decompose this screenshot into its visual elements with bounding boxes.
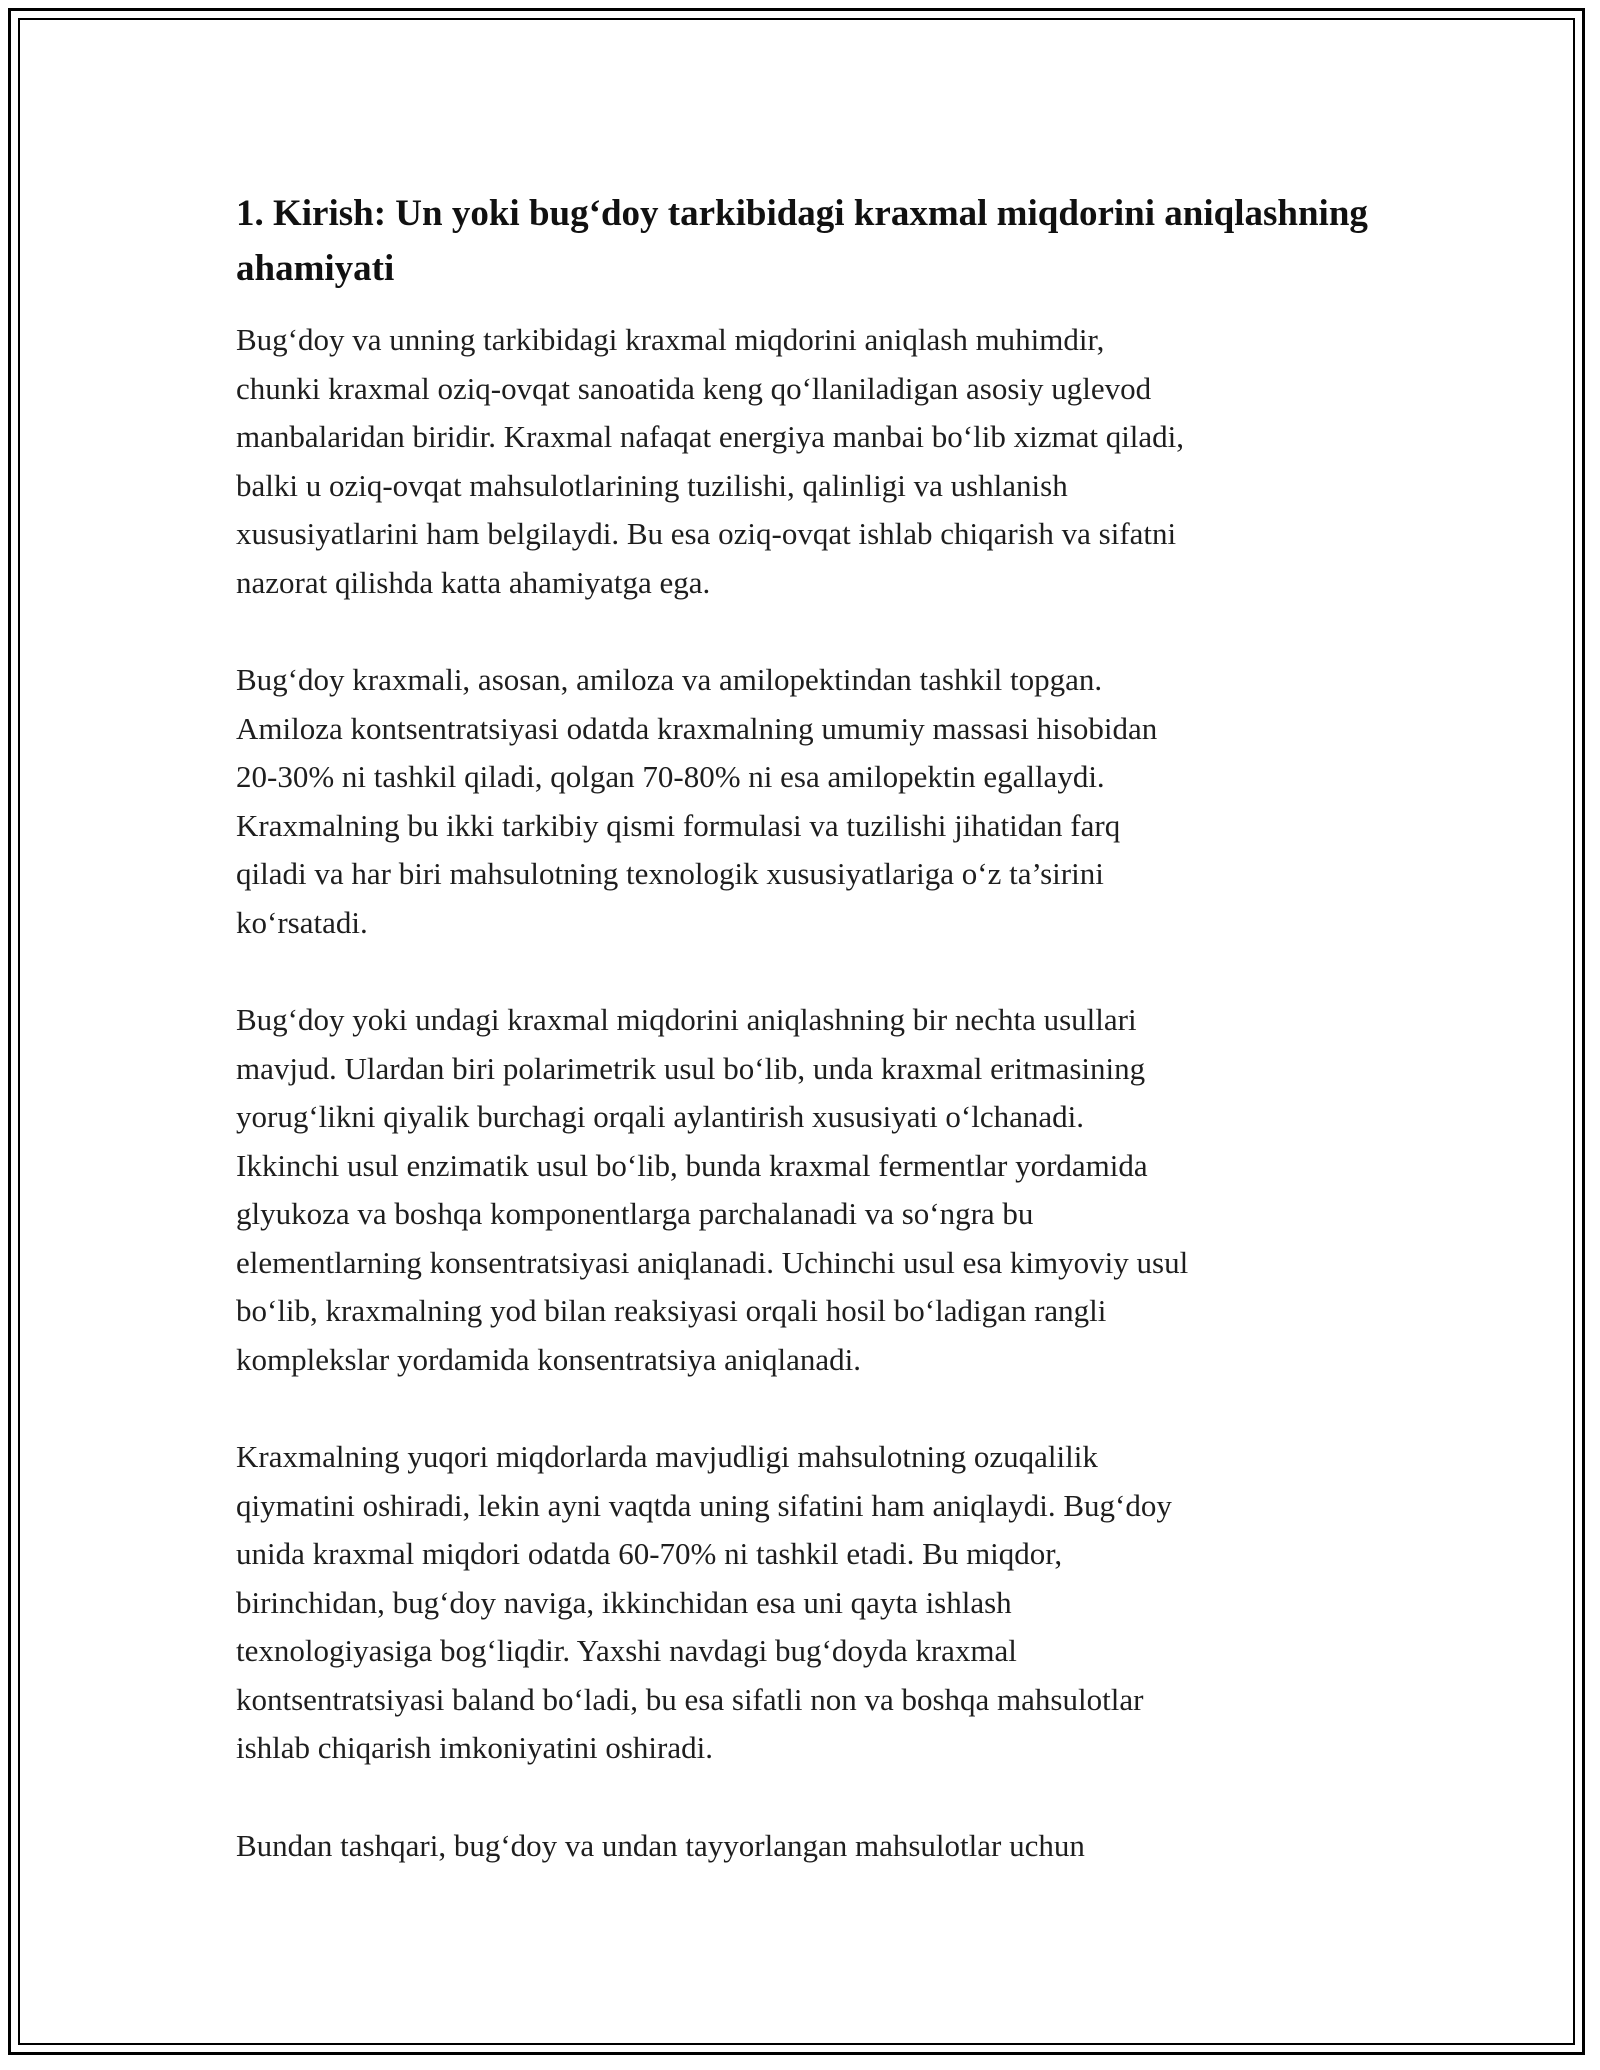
text-line: Kraxmalning bu ikki tarkibiy qismi formulasi va tuzilishi jihatidan farq — [236, 807, 1121, 843]
text-line: chunki kraxmal oziq-ovqat sanoatida keng qo‘llaniladigan asosiy uglevod — [236, 370, 1152, 406]
text-line: Bug‘doy va unning tarkibidagi kraxmal miqdorini aniqlash muhimdir, — [236, 322, 1105, 357]
text-line: ishlab chiqarish imkoniyatini oshiradi. — [236, 1730, 713, 1765]
text-line: manbalaridan biridir. Kraxmal nafaqat energiya manbai bo‘lib xizmat qiladi, — [236, 419, 1185, 454]
text-line: unida kraxmal miqdori odatda 60-70% ni tashkil etadi. Bu miqdor, — [236, 1536, 1063, 1571]
text-line: bo‘lib, kraxmalning yod bilan reaksiyasi orqali hosil bo‘ladigan rangli — [236, 1293, 1107, 1328]
text-line: glyukoza va boshqa komponentlarga parchalanadi va so‘ngra bu — [236, 1196, 1034, 1231]
text-line: texnologiyasiga bog‘liqdir. Yaxshi navdagi bug‘doyda kraxmal — [236, 1633, 1017, 1668]
text-line: qiymatini oshiradi, lekin ayni vaqtda uning sifatini ham aniqlaydi. Bug‘doy — [236, 1487, 1172, 1523]
paragraph-5 — [236, 1822, 1396, 1871]
heading-line: 1. Kirish: Un yoki bug‘doy tarkibidagi kraxmal miqdorini — [236, 193, 1156, 234]
text-line: ko‘rsatadi. — [236, 904, 368, 940]
text-line: yorug‘likni qiyalik burchagi orqali aylantirish xususiyati o‘lchanadi. — [236, 1099, 1085, 1134]
text-line: xususiyatlarini ham belgilaydi. Bu esa oziq-ovqat ishlab chiqarish va sifatni — [236, 516, 1177, 551]
text-line: Amiloza kontsentratsiyasi odatda kraxmalning umumiy massasi hisobidan — [236, 710, 1158, 746]
paragraph-1 — [236, 316, 1396, 607]
text-line: balki u oziq-ovqat mahsulotlarining tuzilishi, qalinligi va ushlanish — [236, 467, 1068, 503]
section-heading — [236, 186, 1396, 296]
heading-line: aniqlashning ahamiyati — [236, 193, 1368, 289]
text-line: 20-30% ni tashkil qiladi, qolgan 70-80% ni esa amilopektin egallaydi. — [236, 759, 1105, 794]
paragraph-2 — [236, 656, 1396, 947]
text-line: Kraxmalning yuqori miqdorlarda mavjudligi mahsulotning ozuqalilik — [236, 1439, 1098, 1474]
text-line: Bundan tashqari, bug‘doy va undan tayyorlangan mahsulotlar uchun — [236, 1827, 1085, 1863]
text-line: kontsentratsiyasi baland bo‘ladi, bu esa sifatli non va boshqa mahsulotlar — [236, 1681, 1144, 1717]
text-line: Bug‘doy kraxmali, asosan, amiloza va amilopektindan tashkil topgan. — [236, 662, 1103, 697]
text-line: mavjud. Ulardan biri polarimetrik usul bo‘lib, unda kraxmal eritmasining — [236, 1050, 1146, 1086]
paragraph-4 — [236, 1433, 1396, 1773]
text-line: nazorat qilishda katta ahamiyatga ega. — [236, 564, 711, 600]
document-body — [236, 186, 1396, 1919]
paragraph-3 — [236, 996, 1396, 1384]
text-line: Bug‘doy yoki undagi kraxmal miqdorini aniqlashning bir nechta usullari — [236, 1002, 1137, 1037]
text-line: birinchidan, bug‘doy naviga, ikkinchidan esa uni qayta ishlash — [236, 1584, 1012, 1620]
text-line: elementlarning konsentratsiyasi aniqlanadi. Uchinchi usul esa kimyoviy usul — [236, 1244, 1189, 1280]
text-line: Ikkinchi usul enzimatik usul bo‘lib, bunda kraxmal fermentlar yordamida — [236, 1147, 1148, 1183]
text-line: komplekslar yordamida konsentratsiya aniqlanadi. — [236, 1341, 861, 1377]
text-line: qiladi va har biri mahsulotning texnologik xususiyatlariga o‘z ta’sirini — [236, 856, 1104, 891]
